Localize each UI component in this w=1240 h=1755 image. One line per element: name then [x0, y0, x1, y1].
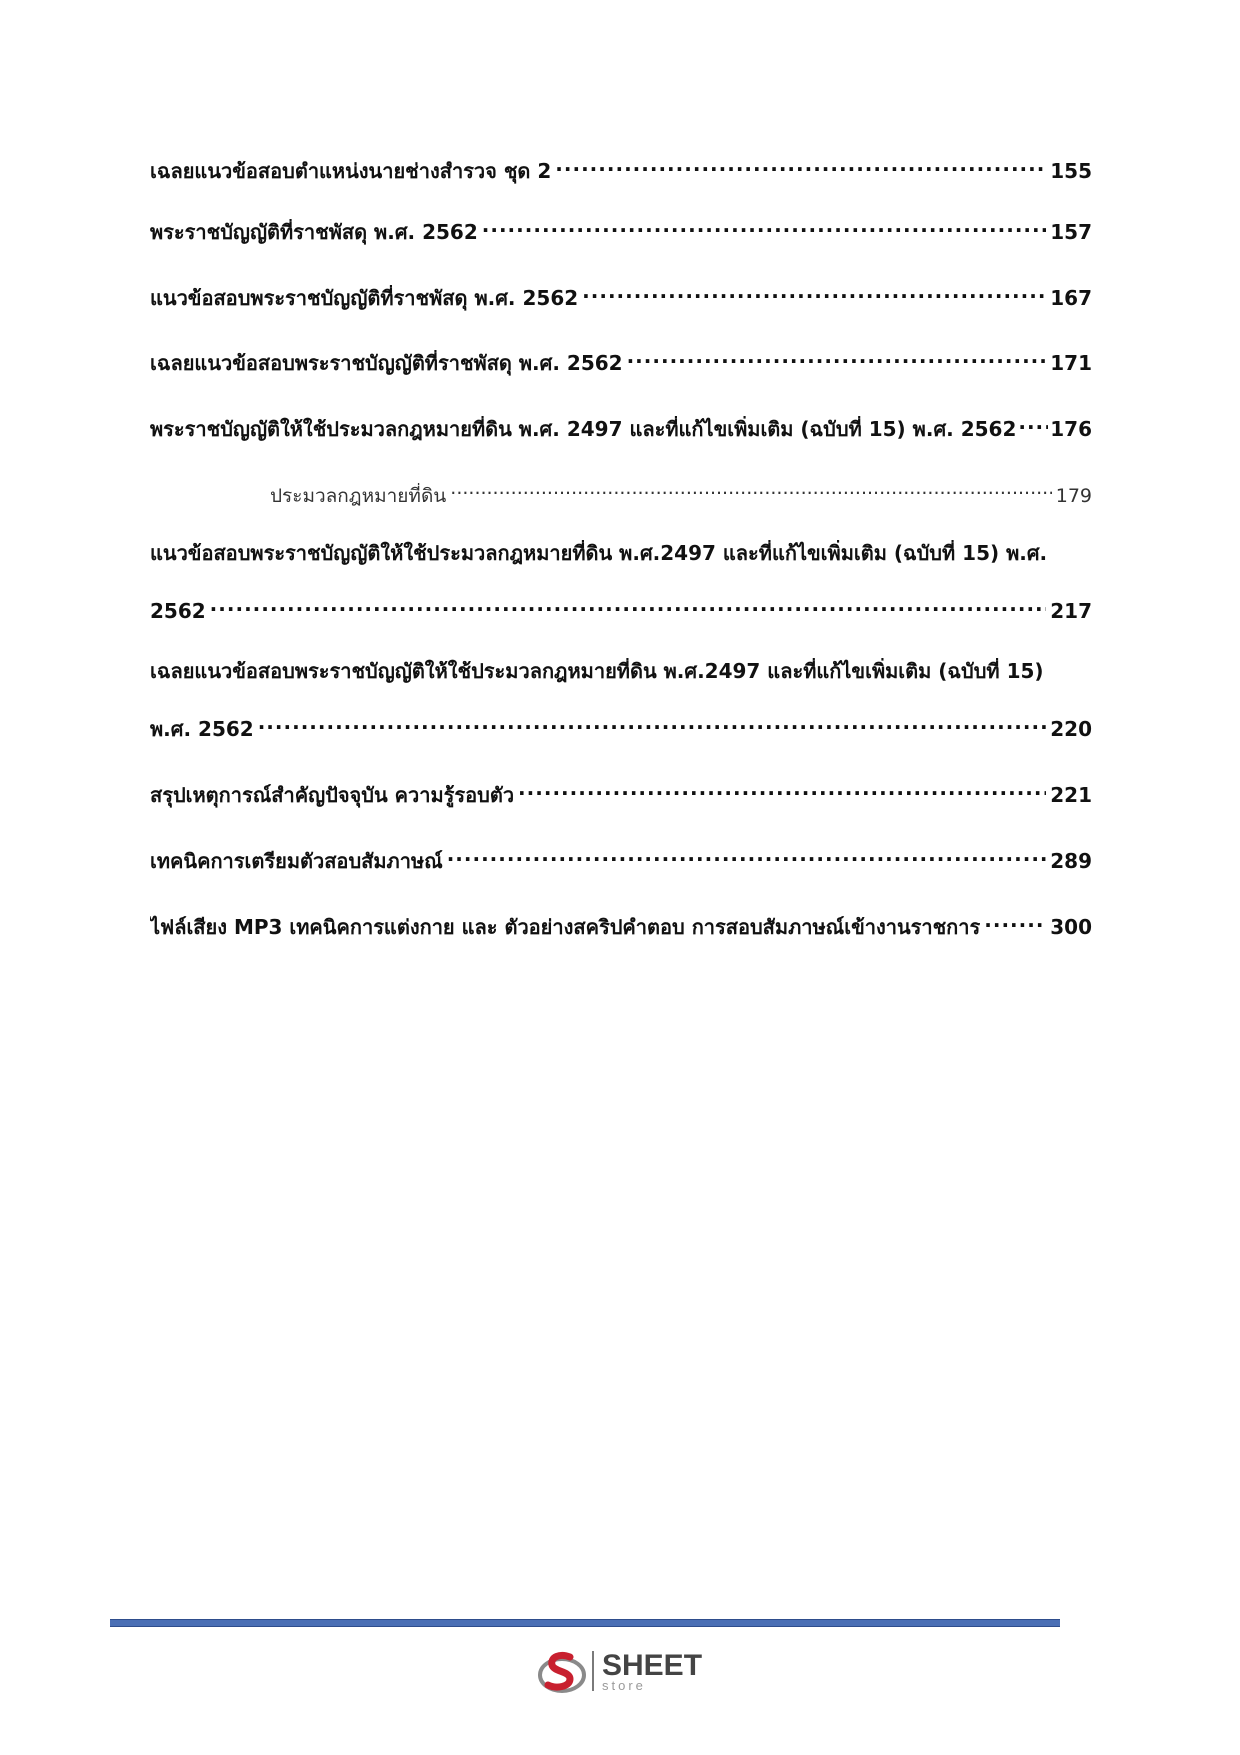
toc-entry[interactable]: [150, 152, 1092, 184]
toc-entry-title: แนวข้อสอบพระราชบัญญัติให้ใช้ประมวลกฎหมายที่ดิน พ.ศ.2497 และที่แก้ไขเพิ่มเติม (ฉบับที่ 15) พ.ศ.: [150, 541, 1048, 565]
toc-entry-title: เฉลยแนวข้อสอบพระราชบัญญัติที่ราชพัสดุ พ.ศ. 2562: [150, 351, 623, 375]
toc-entry-page: 220: [1050, 717, 1092, 741]
toc-leader-dots: [482, 213, 1046, 239]
toc-entry-page: 176: [1050, 417, 1092, 441]
logo-text: SHEET: [602, 1648, 703, 1682]
toc-leader-dots: [555, 152, 1046, 178]
toc-entry-title: เฉลยแนวข้อสอบพระราชบัญญัติให้ใช้ประมวลกฎหมายที่ดิน พ.ศ.2497 และที่แก้ไขเพิ่มเติม (ฉบับที่ 15): [150, 659, 1044, 683]
toc-leader-dots: [258, 710, 1047, 736]
sheet-store-logo-icon: [536, 1645, 588, 1697]
toc-leader-dots: [450, 476, 1051, 502]
toc-entry-page: 217: [1050, 599, 1092, 623]
toc-entry-page: 300: [1050, 915, 1092, 939]
toc-entry-page: 155: [1050, 159, 1092, 183]
logo-divider: [592, 1651, 594, 1691]
toc-entry[interactable]: [150, 842, 1092, 874]
logo-subtext: store: [602, 1677, 646, 1693]
toc-leader-dots: [627, 344, 1047, 370]
table-of-contents: [150, 152, 1092, 940]
toc-entry-continuation: [150, 592, 1092, 624]
toc-entry-title-continued: 2562: [150, 599, 206, 623]
toc-entry[interactable]: [150, 776, 1092, 808]
toc-entry-page: 157: [1050, 220, 1092, 244]
toc-entry-title: เฉลยแนวข้อสอบตำแหน่งนายช่างสำรวจ ชุด 2: [150, 159, 552, 183]
toc-leader-dots: [210, 592, 1047, 618]
toc-entry-title-continued: พ.ศ. 2562: [150, 717, 254, 741]
toc-leader-dots: [447, 842, 1047, 868]
toc-entry-page: 221: [1050, 783, 1092, 807]
toc-entry[interactable]: [150, 279, 1092, 311]
toc-entry-page: 167: [1050, 286, 1092, 310]
toc-leader-dots: [582, 279, 1046, 305]
toc-leader-dots: [518, 776, 1046, 802]
toc-entry[interactable]: [150, 410, 1092, 442]
toc-entry-title: พระราชบัญญัติให้ใช้ประมวลกฎหมายที่ดิน พ.ศ. 2497 และที่แก้ไขเพิ่มเติม (ฉบับที่ 15) พ.ศ. 2562: [150, 417, 1017, 441]
logo-wordmark: [602, 1648, 703, 1693]
toc-entry[interactable]: [150, 908, 1092, 940]
toc-entry[interactable]: [150, 344, 1092, 376]
toc-subentry[interactable]: [150, 476, 1092, 509]
toc-entry[interactable]: [150, 540, 1092, 624]
toc-entry-continuation: [150, 710, 1092, 742]
toc-entry-title: ประมวลกฎหมายที่ดิน: [270, 485, 447, 507]
toc-entry-page: 289: [1050, 849, 1092, 873]
sheet-store-logo: [536, 1645, 702, 1697]
footer-rule: [110, 1619, 1060, 1627]
toc-entry-title: พระราชบัญญัติที่ราชพัสดุ พ.ศ. 2562: [150, 220, 478, 244]
toc-entry-title: สรุปเหตุการณ์สำคัญปัจจุบัน ความรู้รอบตัว: [150, 783, 515, 807]
toc-entry-page: 171: [1050, 351, 1092, 375]
toc-entry-title: เทคนิคการเตรียมตัวสอบสัมภาษณ์: [150, 849, 443, 873]
toc-leader-dots: [984, 908, 1046, 934]
toc-entry-title: ไฟล์เสียง MP3 เทคนิคการแต่งกาย และ ตัวอย่างสคริปคำตอบ การสอบสัมภาษณ์เข้างานราชการ: [150, 915, 981, 939]
toc-leader-dots: [1018, 410, 1048, 436]
toc-entry[interactable]: [150, 658, 1092, 742]
toc-entry-page: 179: [1055, 485, 1092, 507]
toc-entry[interactable]: [150, 213, 1092, 245]
toc-entry-title: แนวข้อสอบพระราชบัญญัติที่ราชพัสดุ พ.ศ. 2562: [150, 286, 579, 310]
